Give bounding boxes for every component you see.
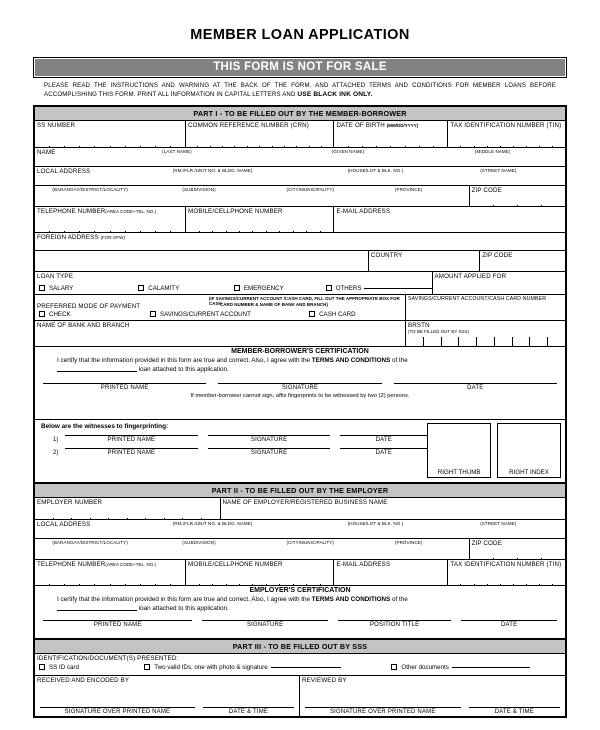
employer-signature-slot[interactable] — [202, 620, 327, 628]
field-preferred-mode[interactable] — [35, 295, 406, 320]
employer-rmflr-hint: (RM./FLR./UNIT NO. & BLDG. NAME) — [172, 520, 253, 526]
zip-code-label: ZIP CODE — [471, 186, 502, 194]
loan-salary-label: SALARY — [49, 284, 74, 292]
other-documents-input[interactable] — [452, 667, 530, 668]
employer-barangay-hint: (BARANGAY/DISTRICT/LOCALITY) — [52, 539, 128, 545]
account-number-label: SAVINGS/CURRENT ACCOUNT/CASH CARD NUMBER — [408, 295, 547, 302]
not-for-sale-label: THIS FORM IS NOT FOR SALE — [35, 59, 565, 76]
member-cert-text-3: loan attached to this application. — [137, 366, 229, 374]
field-employer-zip[interactable] — [470, 539, 565, 559]
two-valid-ids-label: Two valid IDs, one with photo & signature — [154, 663, 268, 671]
brstn-hint: (TO BE FILLED OUT BY SSS) — [408, 328, 470, 334]
field-employer-telephone[interactable] — [35, 560, 186, 585]
employer-cert-title: EMPLOYER'S CERTIFICATION — [249, 586, 351, 594]
right-index-label: RIGHT INDEX — [509, 468, 549, 476]
row-payment-mode[interactable] — [35, 295, 565, 321]
witness-1-date-caption: DATE — [375, 436, 392, 443]
part2-header: PART II - TO BE FILLED OUT BY THE EMPLOYER — [35, 483, 565, 498]
employer-telephone-label: TELEPHONE NUMBER — [37, 560, 106, 568]
instructions-emphasis: USE BLACK INK ONLY. — [297, 91, 373, 99]
field-amount-applied[interactable] — [433, 272, 566, 294]
part1-header: PART I - TO BE FILLED OUT BY THE MEMBER-BORROWER — [35, 107, 565, 121]
instructions-block — [44, 81, 556, 101]
field-brstn[interactable] — [406, 321, 565, 346]
name-last-hint: (LAST NAME) — [162, 148, 192, 154]
right-index-box[interactable] — [497, 423, 561, 478]
witness-row-1[interactable] — [39, 435, 427, 443]
checkbox-payment-cashcard[interactable] — [309, 311, 406, 318]
witness-1-signature-caption: SIGNATURE — [250, 436, 288, 443]
employer-cert-terms: TERMS AND CONDITIONS — [311, 595, 391, 603]
row-contact[interactable] — [35, 207, 565, 233]
field-employer-tin[interactable] — [448, 560, 565, 585]
telephone-comb[interactable] — [35, 215, 185, 232]
field-tin[interactable] — [448, 121, 565, 147]
local-address-rmflr-hint: (RM./FLR./UNIT NO. & BLDG. NAME) — [172, 167, 253, 173]
checkbox-icon[interactable] — [391, 664, 397, 670]
field-telephone[interactable] — [35, 207, 186, 232]
checkbox-two-valid-ids[interactable] — [144, 664, 391, 671]
other-documents-label: Other documents — [401, 663, 449, 671]
row-foreign-address[interactable] — [35, 233, 565, 251]
field-local-address[interactable] — [35, 167, 565, 185]
row-address-detail[interactable] — [35, 186, 565, 207]
employer-cert-text — [35, 594, 565, 614]
field-ss-number[interactable] — [35, 121, 186, 147]
zip-code-comb[interactable] — [470, 194, 565, 206]
employer-mobile-label: MOBILE/CELLPHONE NUMBER — [188, 560, 283, 568]
crn-label: COMMON REFERENCE NUMBER (CRN) — [188, 121, 309, 129]
local-address-houselot-hint: (HOUSE/LOT & BLK. NO.) — [347, 167, 404, 173]
field-address-detail[interactable] — [35, 186, 470, 206]
field-foreign-zip[interactable] — [480, 251, 565, 271]
witness-1-printed-name-caption: PRINTED NAME — [107, 436, 156, 443]
subdivision-hint: (SUBDIVISION) — [182, 186, 216, 192]
member-signature-caption: SIGNATURE — [281, 384, 319, 391]
row-employer-id[interactable] — [35, 498, 565, 520]
right-thumb-label: RIGHT THUMB — [437, 468, 481, 476]
fingerprint-boxes — [427, 420, 565, 482]
witness-1-signature[interactable] — [208, 435, 331, 443]
ss-number-label: SS NUMBER — [37, 121, 76, 129]
amount-applied-label: AMOUNT APPLIED FOR — [434, 272, 507, 280]
local-address-street-hint: (STREET NAME) — [480, 167, 517, 173]
field-zip-code[interactable] — [470, 186, 565, 206]
employer-cert-text-3: loan attached to this application. — [137, 605, 229, 613]
name-middle-hint: (MIDDLE NAME) — [474, 148, 511, 154]
member-certification — [35, 347, 565, 420]
received-signature-slot[interactable] — [40, 707, 195, 715]
row-employer-address[interactable] — [35, 520, 565, 539]
employer-cert-text-1: I certify that the information provided in this form are true and correct. Also, I agree with the — [57, 595, 312, 603]
loan-others-label: OTHERS — [335, 284, 362, 292]
field-employer-local-address[interactable] — [35, 520, 565, 538]
employer-certification — [35, 586, 565, 639]
witness-2-date[interactable] — [340, 448, 427, 456]
ss-id-card-label: SS ID card — [49, 663, 79, 671]
employer-tin-comb[interactable] — [448, 568, 565, 585]
checkbox-icon[interactable] — [309, 311, 315, 317]
employer-name-label: NAME OF EMPLOYER/REGISTERED BUSINESS NAME — [222, 498, 388, 506]
employer-email-label: E-MAIL ADDRESS — [336, 560, 391, 568]
field-name[interactable] — [35, 148, 565, 166]
field-email[interactable] — [334, 207, 565, 232]
member-signature-row — [35, 375, 565, 391]
instructions-line2: BEFORE ACCOMPLISHING THIS FORM. PRINT ALL INFORMATION IN CAPITAL LETTERS AND — [44, 82, 557, 99]
member-cert-title: MEMBER-BORROWER'S CERTIFICATION — [231, 347, 369, 355]
application-form — [33, 105, 567, 718]
witness-2-signature[interactable] — [208, 448, 331, 456]
employer-signature-caption: SIGNATURE — [246, 621, 284, 628]
ss-number-comb[interactable] — [35, 129, 185, 147]
member-signature-slot[interactable] — [218, 383, 381, 391]
checkbox-loan-others[interactable] — [326, 285, 433, 292]
foreign-zip-label: ZIP CODE — [482, 251, 513, 259]
checkbox-icon[interactable] — [39, 664, 45, 670]
employer-zip-label: ZIP CODE — [471, 539, 502, 547]
reviewed-datetime-caption: DATE & TIME — [494, 708, 534, 715]
witness-1-date[interactable] — [340, 435, 427, 443]
payment-cashcard-label: CASH CARD — [319, 310, 356, 318]
witness-2-date-caption: DATE — [375, 449, 392, 456]
tin-comb[interactable] — [448, 129, 565, 147]
witness-1-number: 1) — [53, 436, 59, 443]
received-datetime-caption: DATE & TIME — [228, 708, 269, 715]
field-employer-mobile[interactable] — [186, 560, 334, 585]
reviewed-by-label: REVIEWED BY — [302, 676, 347, 684]
row-identifiers — [35, 121, 565, 148]
reviewed-datetime-slot[interactable] — [469, 707, 560, 715]
employer-date-caption: DATE — [501, 621, 518, 628]
employer-local-address-label: LOCAL ADDRESS — [37, 520, 91, 528]
brstn-label: BRSTN — [408, 321, 430, 329]
received-signature-caption: SIGNATURE OVER PRINTED NAME — [64, 708, 171, 715]
witness-1-printed-name[interactable] — [65, 435, 198, 443]
bank-branch-label: NAME OF BANK AND BRANCH — [37, 321, 130, 329]
member-cert-terms: TERMS AND CONDITIONS — [311, 356, 391, 364]
dob-label: DATE OF BIRTH — [336, 121, 385, 129]
not-for-sale-banner — [33, 57, 567, 78]
member-cert-text-2: of the — [390, 356, 408, 364]
witness-block — [35, 420, 427, 482]
row-bank-branch[interactable] — [35, 321, 565, 347]
witness-row-2[interactable] — [39, 448, 427, 456]
employer-tin-label: TAX IDENTIFICATION NUMBER (TIN) — [450, 560, 562, 568]
telephone-hint: (AREA CODE+TEL. NO.) — [105, 208, 157, 214]
field-employer-number[interactable] — [35, 498, 221, 519]
checkbox-loan-calamity[interactable] — [138, 285, 234, 292]
foreign-address-hint: (FOR OFW) — [100, 234, 125, 240]
field-employer-email[interactable] — [334, 560, 448, 585]
checkbox-icon[interactable] — [39, 285, 45, 291]
field-loan-type[interactable] — [35, 272, 433, 294]
two-valid-ids-input[interactable] — [271, 667, 341, 668]
row-id-presented[interactable] — [35, 654, 565, 676]
field-employer-address-detail[interactable] — [35, 539, 470, 559]
reviewed-signature-caption: SIGNATURE OVER PRINTED NAME — [329, 708, 436, 715]
member-printed-name-slot[interactable] — [43, 383, 206, 391]
mobile-label: MOBILE/CELLPHONE NUMBER — [188, 207, 283, 215]
field-employer-name[interactable] — [221, 498, 566, 519]
checkbox-icon[interactable] — [39, 311, 45, 317]
employer-street-hint: (STREET NAME) — [480, 520, 517, 526]
member-date-caption: DATE — [467, 384, 484, 391]
dob-format-hint: (MM/DD/YYYY) — [386, 122, 419, 128]
checkbox-icon[interactable] — [234, 285, 240, 291]
employer-province-hint: (PROVINCE) — [394, 539, 423, 545]
row-loan-type[interactable] — [35, 272, 565, 295]
received-by-label: RECEIVED AND ENCODED BY — [37, 676, 130, 684]
checkbox-icon[interactable] — [150, 311, 156, 317]
name-given-hint: (GIVEN NAME) — [331, 148, 365, 154]
employer-city-hint: (CITY/MUNICIPALITY) — [286, 539, 335, 545]
reviewed-signature-slot[interactable] — [305, 707, 461, 715]
employer-mobile-comb[interactable] — [186, 568, 333, 585]
checkbox-loan-emergency[interactable] — [234, 285, 326, 292]
province-hint: (PROVINCE) — [394, 186, 423, 192]
witness-2-printed-name-caption: PRINTED NAME — [107, 449, 156, 456]
checkbox-icon[interactable] — [326, 285, 332, 291]
email-label: E-MAIL ADDRESS — [336, 207, 391, 215]
field-received-encoded-by[interactable] — [35, 676, 300, 716]
field-id-presented[interactable] — [35, 654, 565, 675]
witness-2-signature-caption: SIGNATURE — [250, 449, 288, 456]
field-date-of-birth[interactable] — [334, 121, 448, 147]
id-presented-label: IDENTIFICATION/DOCUMENT(S) PRESENTED: — [37, 654, 179, 662]
payment-check-label: CHECK — [49, 310, 71, 318]
employer-telephone-comb[interactable] — [35, 568, 185, 585]
fingerprint-note: If member-borrower cannot sign, affix fingerprints to be witnessed by two (2) persons. — [190, 392, 410, 399]
employer-number-label: EMPLOYER NUMBER — [37, 498, 103, 506]
preferred-mode-label: PREFERRED MODE OF PAYMENT — [37, 302, 141, 310]
checkbox-icon[interactable] — [138, 285, 144, 291]
tin-label: TAX IDENTIFICATION NUMBER (TIN) — [450, 121, 562, 129]
dob-comb[interactable] — [334, 129, 447, 147]
checkbox-other-documents[interactable] — [391, 664, 565, 671]
city-hint: (CITY/MUNICIPALITY) — [286, 186, 335, 192]
loan-calamity-label: CALAMITY — [148, 284, 180, 292]
part3-header: PART III - TO BE FILLED OUT BY SSS — [35, 639, 565, 654]
employer-number-comb[interactable] — [35, 506, 220, 519]
checkbox-loan-salary[interactable] — [39, 285, 138, 292]
row-employer-contact[interactable] — [35, 560, 565, 586]
checkbox-icon[interactable] — [144, 664, 150, 670]
barangay-hint: (BARANGAY/DISTRICT/LOCALITY) — [52, 186, 128, 192]
name-label: NAME — [37, 148, 56, 156]
checkbox-payment-check[interactable] — [39, 311, 150, 318]
member-cert-loan-blank[interactable] — [57, 371, 137, 372]
received-datetime-slot[interactable] — [203, 707, 294, 715]
foreign-address-label: FOREIGN ADDRESS — [37, 233, 99, 241]
row-employer-address-detail[interactable] — [35, 539, 565, 560]
employer-zip-comb[interactable] — [470, 547, 565, 559]
brstn-comb[interactable] — [406, 321, 565, 346]
preferred-mode-note1: (IF SAVINGS/CURRENT ACCOUNT /CASH CARD, FILL OUT THE APPROPRIATE BOX FOR CASH — [208, 295, 400, 306]
instructions-line1: PLEASE READ THE INSTRUCTIONS AND WARNING AT THE BACK OF THE FORM, AND ATTACHED TERMS AND CONDITIONS FOR MEMBER LOANS — [44, 82, 527, 89]
mobile-comb[interactable] — [186, 215, 333, 232]
member-cert-text — [35, 355, 565, 375]
checkbox-ss-id-card[interactable] — [39, 664, 144, 671]
employer-signature-row — [35, 614, 565, 628]
employer-cert-text-2: of the — [390, 595, 408, 603]
country-label: COUNTRY — [370, 251, 403, 259]
loan-type-label: LOAN TYPE — [37, 272, 73, 280]
row-sss-processing[interactable] — [35, 676, 565, 716]
member-date-slot[interactable] — [394, 383, 557, 391]
employer-cert-loan-blank[interactable] — [57, 610, 137, 611]
employer-subdivision-hint: (SUBDIVISION) — [182, 539, 216, 545]
witness-section — [35, 420, 565, 483]
employer-printed-name-caption: PRINTED NAME — [93, 621, 142, 628]
telephone-label: TELEPHONE NUMBER — [37, 207, 106, 215]
witness-2-printed-name[interactable] — [65, 448, 198, 456]
field-mobile[interactable] — [186, 207, 334, 232]
loan-others-input[interactable] — [364, 288, 433, 289]
member-printed-name-caption: PRINTED NAME — [100, 384, 149, 391]
employer-position-slot[interactable] — [338, 620, 452, 628]
crn-comb[interactable] — [186, 129, 333, 147]
row-name[interactable] — [35, 148, 565, 167]
employer-telephone-hint: (AREA CODE+TEL. NO.) — [105, 561, 157, 567]
payment-savings-label: SAVINGS/CURRENT ACCOUNT — [160, 310, 251, 318]
employer-date-slot[interactable] — [461, 620, 557, 628]
preferred-mode-note2: CARD NUMBER & NAME OF BANK AND BRANCH) — [220, 301, 328, 307]
account-number-comb[interactable] — [406, 307, 565, 320]
row-local-address[interactable] — [35, 167, 565, 186]
employer-houselot-hint: (HOUSE/LOT & BLK. NO.) — [347, 520, 404, 526]
row-country-zip[interactable] — [35, 251, 565, 272]
field-crn[interactable] — [186, 121, 334, 147]
member-cert-text-1: I certify that the information provided in this form are true and correct. Also, I agree with the — [57, 356, 312, 364]
checkbox-payment-savings[interactable] — [150, 311, 309, 318]
field-foreign-address[interactable] — [35, 233, 565, 250]
witness-title: Below are the witnesses to fingerprinting: — [41, 422, 169, 430]
local-address-label: LOCAL ADDRESS — [37, 167, 91, 175]
employer-printed-name-slot[interactable] — [43, 620, 192, 628]
field-account-number[interactable] — [406, 295, 565, 320]
field-foreign-address-line[interactable] — [35, 251, 369, 271]
page-title: MEMBER LOAN APPLICATION — [190, 27, 410, 43]
witness-2-number: 2) — [53, 449, 59, 456]
loan-emergency-label: EMERGENCY — [243, 284, 284, 292]
field-reviewed-by[interactable] — [300, 676, 565, 716]
employer-position-caption: POSITION TITLE — [369, 621, 420, 628]
field-country[interactable] — [369, 251, 480, 271]
right-thumb-box[interactable] — [427, 423, 491, 478]
field-bank-branch[interactable] — [35, 321, 406, 346]
